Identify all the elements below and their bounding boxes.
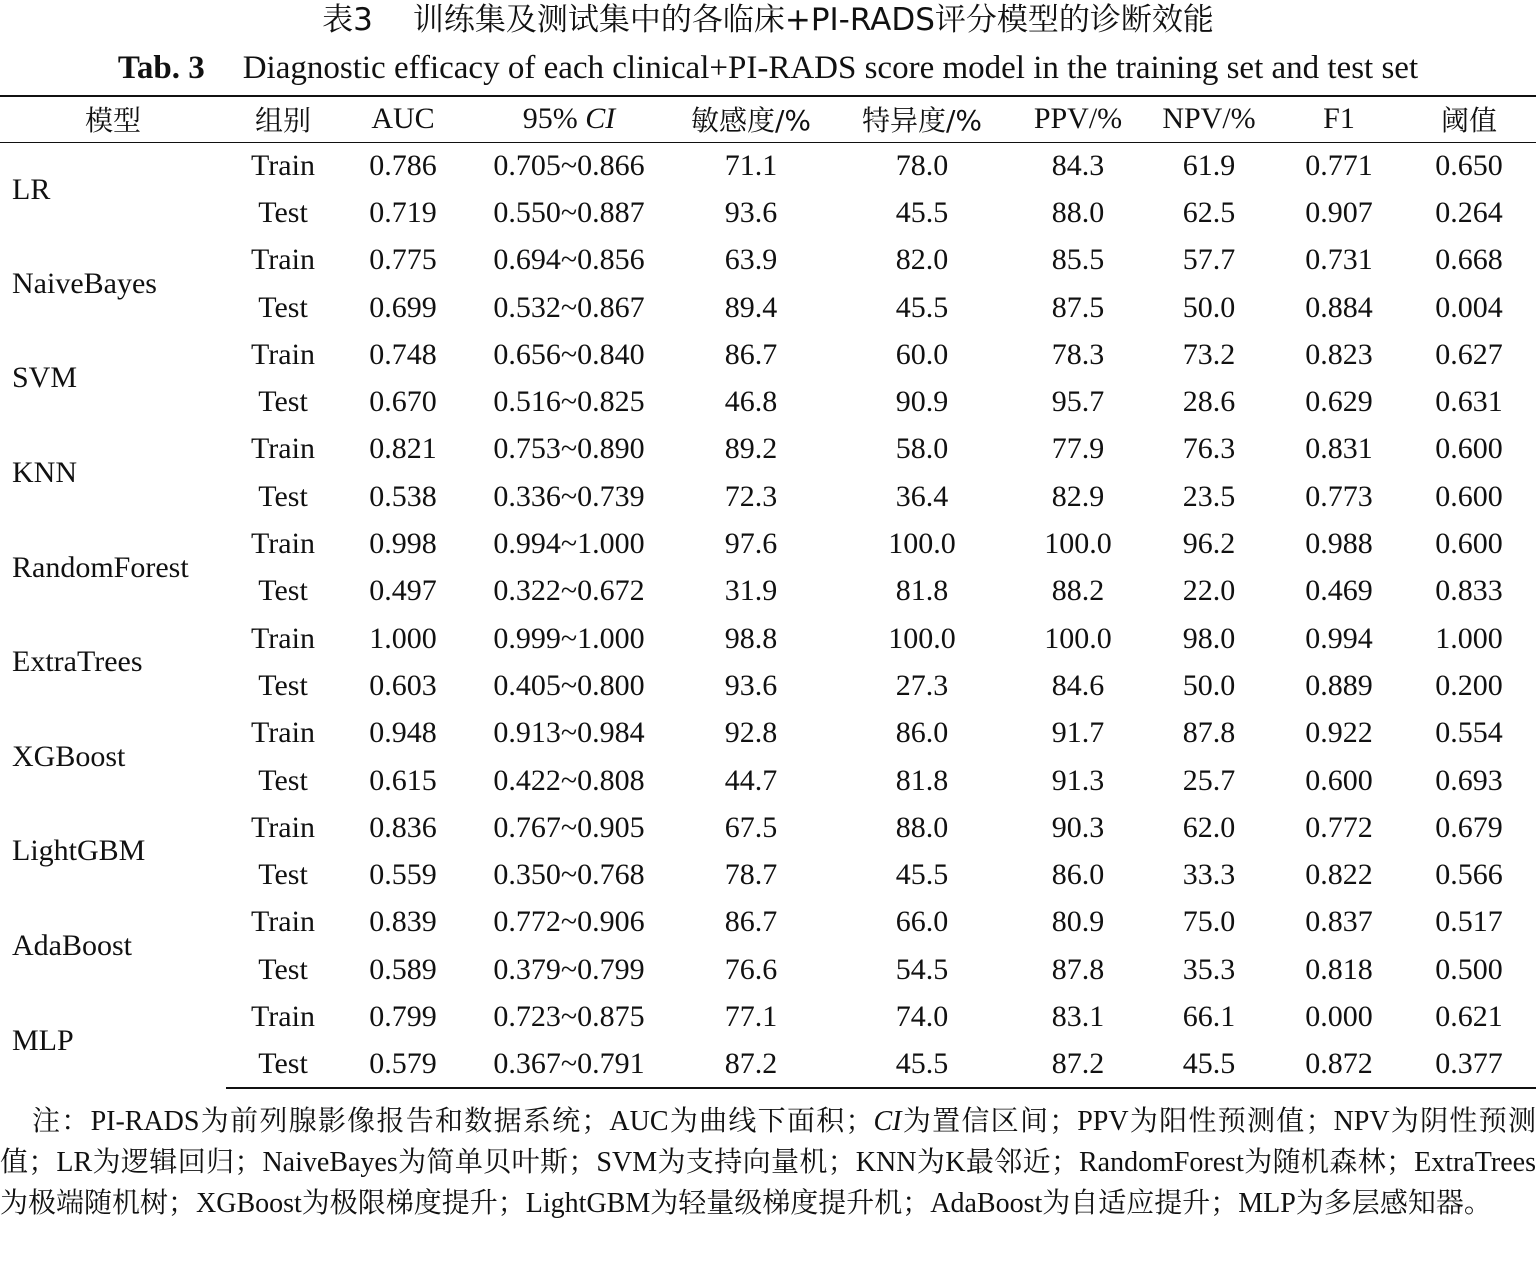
cell-npv: 57.7 <box>1182 243 1236 277</box>
cell-sensitivity: 86.7 <box>724 337 778 371</box>
cell-npv: 87.8 <box>1182 716 1236 750</box>
cell-ci: 0.767~0.905 <box>493 810 645 844</box>
cell-group: Train <box>251 337 315 371</box>
table-row-test <box>0 946 1536 993</box>
table-row-train <box>0 993 1536 1040</box>
cell-npv: 35.3 <box>1182 952 1236 986</box>
cell-f1: 0.822 <box>1305 858 1373 892</box>
cell-npv: 98.0 <box>1182 621 1236 655</box>
cell-ppv: 100.0 <box>1044 527 1112 561</box>
cell-threshold: 0.004 <box>1435 290 1503 324</box>
cell-ppv: 88.2 <box>1051 574 1105 608</box>
cell-specificity: 81.8 <box>895 763 949 797</box>
cell-threshold: 0.264 <box>1435 195 1503 229</box>
cell-threshold: 0.679 <box>1435 810 1503 844</box>
cell-model: LR <box>12 172 51 206</box>
table-row-test <box>0 378 1536 425</box>
cell-sensitivity: 77.1 <box>724 999 778 1033</box>
cell-ci: 0.999~1.000 <box>493 621 645 655</box>
cell-group: Test <box>258 479 308 513</box>
cell-sensitivity: 71.1 <box>724 148 778 182</box>
cell-model: AdaBoost <box>12 929 132 963</box>
cell-auc: 0.786 <box>369 148 437 182</box>
cell-sensitivity: 93.6 <box>724 668 778 702</box>
cell-group: Test <box>258 668 308 702</box>
cell-ppv: 86.0 <box>1051 858 1105 892</box>
cell-sensitivity: 87.2 <box>672 1041 830 1088</box>
cell-model: KNN <box>12 456 77 490</box>
cell-auc: 0.836 <box>369 810 437 844</box>
cell-auc: 0.699 <box>369 290 437 324</box>
cell-sensitivity: 89.4 <box>724 290 778 324</box>
cell-auc: 0.603 <box>369 668 437 702</box>
cell-sensitivity: 44.7 <box>724 763 778 797</box>
cell-specificity: 66.0 <box>895 905 949 939</box>
header-ci-italic: CI <box>585 102 616 136</box>
cell-specificity: 45.5 <box>830 1041 1014 1088</box>
cell-threshold: 1.000 <box>1435 621 1503 655</box>
cell-threshold: 0.621 <box>1435 999 1503 1033</box>
cell-sensitivity: 93.6 <box>724 195 778 229</box>
cell-ci: 0.772~0.906 <box>493 905 645 939</box>
cell-specificity: 27.3 <box>895 668 949 702</box>
cell-f1: 0.823 <box>1305 337 1373 371</box>
table-row-train <box>0 426 1536 473</box>
cell-specificity: 78.0 <box>895 148 949 182</box>
cell-ci: 0.422~0.808 <box>493 763 645 797</box>
cell-sensitivity: 97.6 <box>724 527 778 561</box>
cell-ci: 0.913~0.984 <box>493 716 645 750</box>
cell-f1: 0.837 <box>1305 905 1373 939</box>
cell-npv: 25.7 <box>1182 763 1236 797</box>
table-row-train <box>0 804 1536 851</box>
cell-npv: 22.0 <box>1182 574 1236 608</box>
cell-specificity: 86.0 <box>895 716 949 750</box>
cell-ci: 0.550~0.887 <box>493 195 645 229</box>
cell-ci: 0.367~0.791 <box>466 1041 672 1088</box>
table-row-train <box>0 142 1536 189</box>
cell-specificity: 36.4 <box>895 479 949 513</box>
cell-ppv: 91.3 <box>1051 763 1105 797</box>
cell-ci: 0.322~0.672 <box>493 574 645 608</box>
footnote-part2: 为置信区间；PPV为阳性预测值；NPV为阴性预测值；LR为逻辑回归；NaiveBayes为简单贝叶斯；SVM为支持向量机；KNN为K最邻近；RandomForest为随机森林；ExtraTrees为极端随机树；XGBoost为极限梯度提升；LightGBM为轻量级梯度提升机；AdaBoost为自适应提升；MLP为多层感知器。 <box>0 1106 1536 1219</box>
cell-f1: 0.889 <box>1305 668 1373 702</box>
cell-npv: 61.9 <box>1182 148 1236 182</box>
cell-auc: 0.559 <box>369 858 437 892</box>
cell-ci: 0.705~0.866 <box>493 148 645 182</box>
table-row-train <box>0 615 1536 662</box>
cell-specificity: 82.0 <box>895 243 949 277</box>
table-row-test <box>0 1041 1536 1088</box>
cell-threshold: 0.566 <box>1435 858 1503 892</box>
cell-f1: 0.771 <box>1305 148 1373 182</box>
cell-model: LightGBM <box>12 834 146 868</box>
cell-specificity: 45.5 <box>895 195 949 229</box>
table-title-en: Diagnostic efficacy of each clinical+PI-RADS score model in the training set and test set <box>242 50 1419 86</box>
cell-npv: 45.5 <box>1142 1041 1276 1088</box>
cell-auc: 0.775 <box>369 243 437 277</box>
cell-group: Train <box>251 621 315 655</box>
cell-ppv: 85.5 <box>1051 243 1105 277</box>
cell-group: Train <box>251 716 315 750</box>
cell-group: Test <box>258 195 308 229</box>
cell-npv: 96.2 <box>1182 527 1236 561</box>
table-label-cn: 表3 <box>322 2 373 38</box>
cell-threshold: 0.500 <box>1435 952 1503 986</box>
cell-threshold: 0.650 <box>1435 148 1503 182</box>
cell-threshold: 0.600 <box>1435 432 1503 466</box>
cell-group: Test <box>258 290 308 324</box>
cell-npv: 28.6 <box>1182 385 1236 419</box>
cell-ppv: 77.9 <box>1051 432 1105 466</box>
cell-group: Test <box>258 385 308 419</box>
table-row-train <box>0 710 1536 757</box>
cell-sensitivity: 98.8 <box>724 621 778 655</box>
cell-f1: 0.884 <box>1305 290 1373 324</box>
header-ci-prefix: 95% <box>522 102 586 136</box>
cell-ci: 0.656~0.840 <box>493 337 645 371</box>
cell-auc: 0.538 <box>369 479 437 513</box>
cell-npv: 66.1 <box>1182 999 1236 1033</box>
table-row-test <box>0 568 1536 615</box>
cell-ci: 0.350~0.768 <box>493 858 645 892</box>
cell-f1: 0.773 <box>1305 479 1373 513</box>
table-row-train <box>0 331 1536 378</box>
cell-sensitivity: 63.9 <box>724 243 778 277</box>
header-ci <box>466 96 672 142</box>
cell-ci: 0.532~0.867 <box>493 290 645 324</box>
cell-ppv: 87.2 <box>1014 1041 1142 1088</box>
header-group: 组别 <box>226 96 340 142</box>
cell-auc: 0.579 <box>340 1041 466 1088</box>
cell-model: XGBoost <box>12 739 126 773</box>
cell-ci: 0.694~0.856 <box>493 243 645 277</box>
cell-threshold: 0.377 <box>1402 1041 1536 1088</box>
cell-group: Train <box>251 527 315 561</box>
cell-specificity: 54.5 <box>895 952 949 986</box>
cell-auc: 0.821 <box>369 432 437 466</box>
cell-group: Test <box>258 952 308 986</box>
cell-threshold: 0.833 <box>1435 574 1503 608</box>
header-specificity: 特异度/% <box>830 96 1014 142</box>
cell-threshold: 0.600 <box>1435 479 1503 513</box>
cell-specificity: 58.0 <box>895 432 949 466</box>
cell-threshold: 0.627 <box>1435 337 1503 371</box>
cell-specificity: 45.5 <box>895 858 949 892</box>
cell-auc: 0.615 <box>369 763 437 797</box>
cell-npv: 50.0 <box>1182 290 1236 324</box>
cell-f1: 0.907 <box>1305 195 1373 229</box>
cell-specificity: 100.0 <box>888 621 956 655</box>
table-row-test <box>0 757 1536 804</box>
cell-auc: 0.839 <box>369 905 437 939</box>
cell-specificity: 81.8 <box>895 574 949 608</box>
table-row-train <box>0 237 1536 284</box>
cell-ppv: 100.0 <box>1044 621 1112 655</box>
cell-auc: 0.799 <box>369 999 437 1033</box>
cell-sensitivity: 46.8 <box>724 385 778 419</box>
cell-ppv: 82.9 <box>1051 479 1105 513</box>
table-row-test <box>0 284 1536 331</box>
cell-threshold: 0.668 <box>1435 243 1503 277</box>
cell-group: Test <box>258 574 308 608</box>
cell-threshold: 0.600 <box>1435 527 1503 561</box>
cell-specificity: 100.0 <box>888 527 956 561</box>
cell-npv: 75.0 <box>1182 905 1236 939</box>
cell-group: Test <box>258 858 308 892</box>
cell-npv: 76.3 <box>1182 432 1236 466</box>
cell-sensitivity: 76.6 <box>724 952 778 986</box>
cell-sensitivity: 86.7 <box>724 905 778 939</box>
cell-threshold: 0.631 <box>1435 385 1503 419</box>
footnote-part1: 注：PI-RADS为前列腺影像报告和数据系统；AUC为曲线下面积； <box>32 1106 874 1137</box>
cell-group: Train <box>251 148 315 182</box>
cell-ci: 0.516~0.825 <box>493 385 645 419</box>
header-f1: F1 <box>1276 96 1402 142</box>
cell-auc: 0.589 <box>369 952 437 986</box>
cell-model: NaiveBayes <box>12 266 157 300</box>
table-row-test <box>0 851 1536 898</box>
cell-npv: 62.0 <box>1182 810 1236 844</box>
cell-threshold: 0.200 <box>1435 668 1503 702</box>
cell-group: Train <box>251 243 315 277</box>
cell-f1: 0.000 <box>1305 999 1373 1033</box>
cell-auc: 0.748 <box>369 337 437 371</box>
cell-group: Train <box>251 810 315 844</box>
cell-threshold: 0.554 <box>1435 716 1503 750</box>
cell-f1: 0.469 <box>1305 574 1373 608</box>
table-caption-en <box>0 46 1536 90</box>
cell-specificity: 60.0 <box>895 337 949 371</box>
table-caption-cn <box>0 0 1536 40</box>
cell-f1: 0.818 <box>1305 952 1373 986</box>
cell-model: SVM <box>12 361 78 395</box>
cell-f1: 0.994 <box>1305 621 1373 655</box>
cell-threshold: 0.517 <box>1435 905 1503 939</box>
table-header-row <box>0 96 1536 142</box>
cell-f1: 0.772 <box>1305 810 1373 844</box>
footnote-ci-italic: CI <box>873 1106 902 1137</box>
cell-f1: 0.922 <box>1305 716 1373 750</box>
cell-f1: 0.872 <box>1276 1041 1402 1088</box>
cell-npv: 23.5 <box>1182 479 1236 513</box>
cell-ppv: 78.3 <box>1051 337 1105 371</box>
cell-specificity: 45.5 <box>895 290 949 324</box>
header-sensitivity: 敏感度/% <box>672 96 830 142</box>
table-row-test <box>0 662 1536 709</box>
cell-auc: 0.497 <box>369 574 437 608</box>
header-threshold: 阈值 <box>1402 96 1536 142</box>
cell-sensitivity: 92.8 <box>724 716 778 750</box>
cell-group: Test <box>258 763 308 797</box>
cell-model: ExtraTrees <box>12 645 143 679</box>
cell-specificity: 88.0 <box>895 810 949 844</box>
cell-ci: 0.405~0.800 <box>493 668 645 702</box>
cell-ci: 0.379~0.799 <box>493 952 645 986</box>
cell-f1: 0.731 <box>1305 243 1373 277</box>
cell-ci: 0.723~0.875 <box>493 999 645 1033</box>
cell-auc: 0.670 <box>369 385 437 419</box>
cell-npv: 50.0 <box>1182 668 1236 702</box>
cell-model: RandomForest <box>12 550 189 584</box>
table-body <box>0 142 1536 1088</box>
cell-ppv: 90.3 <box>1051 810 1105 844</box>
cell-sensitivity: 67.5 <box>724 810 778 844</box>
header-auc: AUC <box>340 96 466 142</box>
cell-auc: 0.948 <box>369 716 437 750</box>
table-row-train <box>0 899 1536 946</box>
cell-specificity: 74.0 <box>895 999 949 1033</box>
cell-npv: 33.3 <box>1182 858 1236 892</box>
cell-npv: 62.5 <box>1182 195 1236 229</box>
cell-ppv: 84.6 <box>1051 668 1105 702</box>
cell-specificity: 90.9 <box>895 385 949 419</box>
cell-sensitivity: 89.2 <box>724 432 778 466</box>
cell-f1: 0.831 <box>1305 432 1373 466</box>
table-row-test <box>0 473 1536 520</box>
cell-ppv: 83.1 <box>1051 999 1105 1033</box>
cell-threshold: 0.693 <box>1435 763 1503 797</box>
cell-ppv: 88.0 <box>1051 195 1105 229</box>
cell-sensitivity: 31.9 <box>724 574 778 608</box>
cell-ci: 0.753~0.890 <box>493 432 645 466</box>
cell-ci: 0.336~0.739 <box>493 479 645 513</box>
cell-npv: 73.2 <box>1182 337 1236 371</box>
cell-ppv: 91.7 <box>1051 716 1105 750</box>
table-label-en: Tab. 3 <box>117 50 205 86</box>
cell-group: Train <box>251 905 315 939</box>
cell-f1: 0.600 <box>1305 763 1373 797</box>
cell-group: Test <box>226 1041 340 1088</box>
cell-ci: 0.994~1.000 <box>493 527 645 561</box>
cell-ppv: 87.5 <box>1051 290 1105 324</box>
cell-auc: 1.000 <box>369 621 437 655</box>
diagnostic-efficacy-table <box>0 95 1536 1089</box>
table-row-test <box>0 189 1536 236</box>
cell-f1: 0.988 <box>1305 527 1373 561</box>
cell-group: Train <box>251 432 315 466</box>
cell-f1: 0.629 <box>1305 385 1373 419</box>
table-title-cn: 训练集及测试集中的各临床+PI-RADS评分模型的诊断效能 <box>412 2 1214 38</box>
cell-auc: 0.998 <box>369 527 437 561</box>
table-footnote <box>0 1101 1536 1224</box>
cell-sensitivity: 72.3 <box>724 479 778 513</box>
cell-group: Train <box>251 999 315 1033</box>
header-model: 模型 <box>0 96 226 142</box>
cell-ppv: 87.8 <box>1051 952 1105 986</box>
header-ppv: PPV/% <box>1014 96 1142 142</box>
cell-auc: 0.719 <box>369 195 437 229</box>
cell-ppv: 95.7 <box>1051 385 1105 419</box>
cell-sensitivity: 78.7 <box>724 858 778 892</box>
cell-model: MLP <box>12 1023 74 1057</box>
cell-ppv: 80.9 <box>1051 905 1105 939</box>
table-row-train <box>0 520 1536 567</box>
header-npv: NPV/% <box>1142 96 1276 142</box>
cell-ppv: 84.3 <box>1051 148 1105 182</box>
